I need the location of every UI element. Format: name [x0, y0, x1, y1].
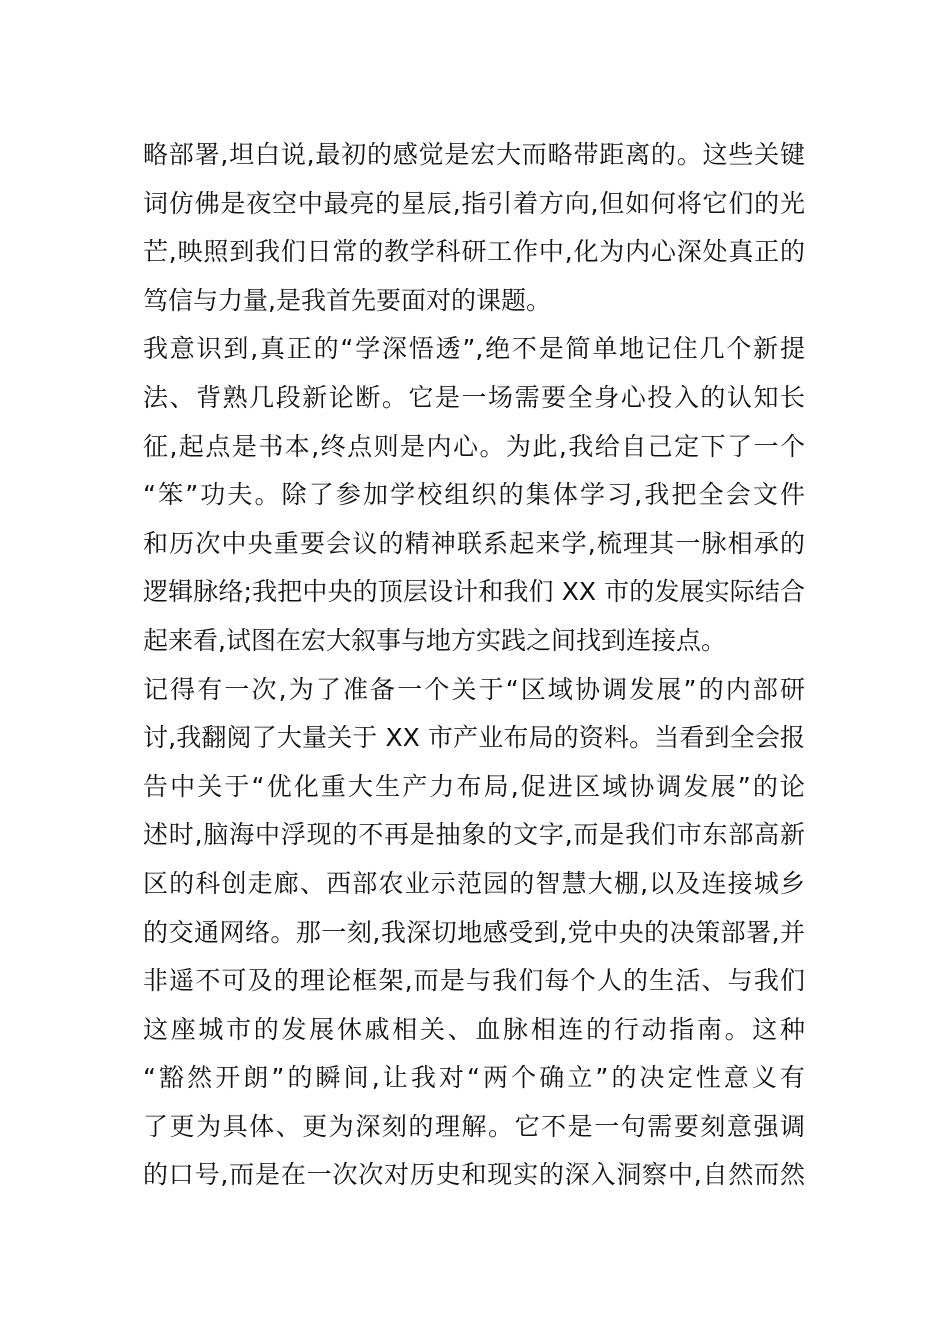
text-line: 词仿佛是夜空中最亮的星辰,指引着方向,但如何将它们的光 [143, 188, 805, 218]
text-line: 的口号,而是在一次次对历史和现实的深入洞察中,自然而然 [143, 1160, 805, 1190]
text-line: 非遥不可及的理论框架,而是与我们每个人的生活、与我们 [143, 966, 805, 996]
text-line: 略部署,坦白说,最初的感觉是宏大而略带距离的。这些关键 [143, 140, 805, 169]
text-line: “笨”功夫。除了参加学校组织的集体学习,我把全会文件 [143, 480, 805, 510]
text-line: 述时,脑海中浮现的不再是抽象的文字,而是我们市东部高新 [143, 820, 805, 850]
text-line: 和历次中央重要会议的精神联系起来学,梳理其一脉相承的 [143, 528, 805, 558]
text-line: 征,起点是书本,终点则是内心。为此,我给自己定下了一个 [143, 431, 805, 461]
text-line: 告中关于“优化重大生产力布局,促进区域协调发展”的论 [143, 771, 805, 801]
paragraph [143, 666, 805, 1201]
text-line: 这座城市的发展休戚相关、血脉相连的行动指南。这种 [143, 1014, 805, 1044]
text-line: 讨,我翻阅了大量关于 XX 市产业布局的资料。当看到全会报 [143, 723, 805, 753]
text-line: 的交通网络。那一刻,我深切地感受到,党中央的决策部署,并 [143, 917, 805, 947]
text-line: 起来看,试图在宏大叙事与地方实践之间找到连接点。 [143, 625, 726, 655]
text-line: 区的科创走廊、西部农业示范园的智慧大棚,以及连接城乡 [143, 868, 805, 898]
text-line: 了更为具体、更为深刻的理解。它不是一句需要刻意强调 [143, 1111, 805, 1141]
paragraph [143, 131, 805, 325]
document-body [143, 131, 805, 1200]
text-line: 记得有一次,为了准备一个关于“区域协调发展”的内部研 [143, 674, 805, 704]
text-line: 法、背熟几段新论断。它是一场需要全身心投入的认知长 [143, 382, 805, 412]
paragraph [143, 325, 805, 665]
text-line: “豁然开朗”的瞬间,让我对“两个确立”的决定性意义有 [143, 1063, 805, 1093]
text-line: 我意识到,真正的“学深悟透”,绝不是简单地记住几个新提 [143, 334, 805, 364]
text-line: 逻辑脉络;我把中央的顶层设计和我们 XX 市的发展实际结合 [143, 577, 805, 607]
text-line: 笃信与力量,是我首先要面对的课题。 [143, 285, 551, 315]
text-line: 芒,映照到我们日常的教学科研工作中,化为内心深处真正的 [143, 237, 805, 267]
